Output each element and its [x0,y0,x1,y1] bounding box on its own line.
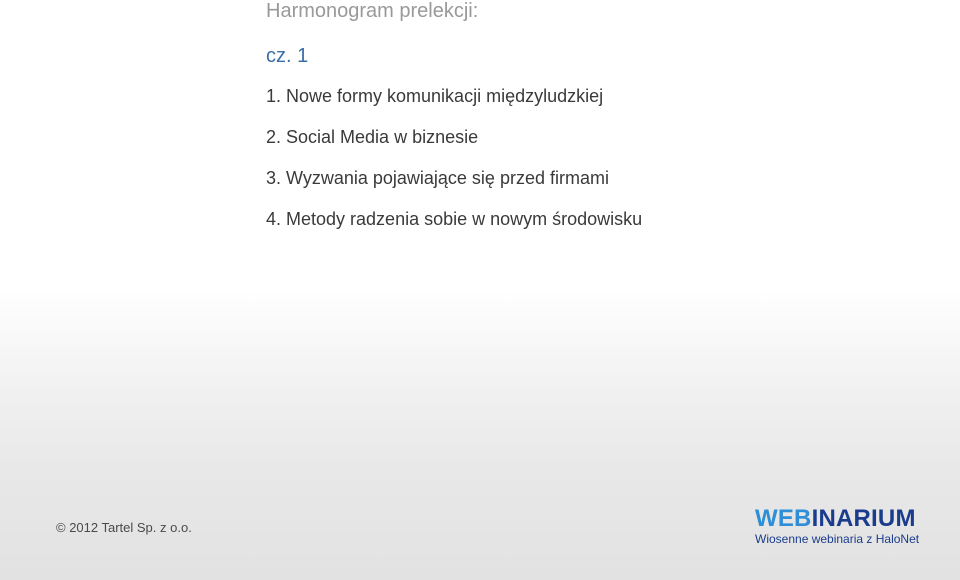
brand-tagline: Wiosenne webinaria z HaloNet [755,532,920,546]
agenda-item: 4. Metody radzenia sobie w nowym środowisku [266,209,643,229]
slide-title: Harmonogram prelekcji: [266,0,479,22]
agenda-item: 1. Nowe formy komunikacji międzyludzkiej [266,86,604,106]
agenda-list [266,86,642,250]
agenda-item: 2. Social Media w biznesie [266,127,479,147]
part-label: cz. 1 [266,45,309,67]
brand-logo-web: WEB [755,505,812,532]
agenda-item: 3. Wyzwania pojawiające się przed firmami [266,168,609,188]
footer-copyright: © 2012 Tartel Sp. z o.o. [56,520,192,535]
brand-logo-block [755,506,919,546]
brand-logo-inarium: INARIUM [811,505,916,532]
brand-logo [755,506,919,532]
